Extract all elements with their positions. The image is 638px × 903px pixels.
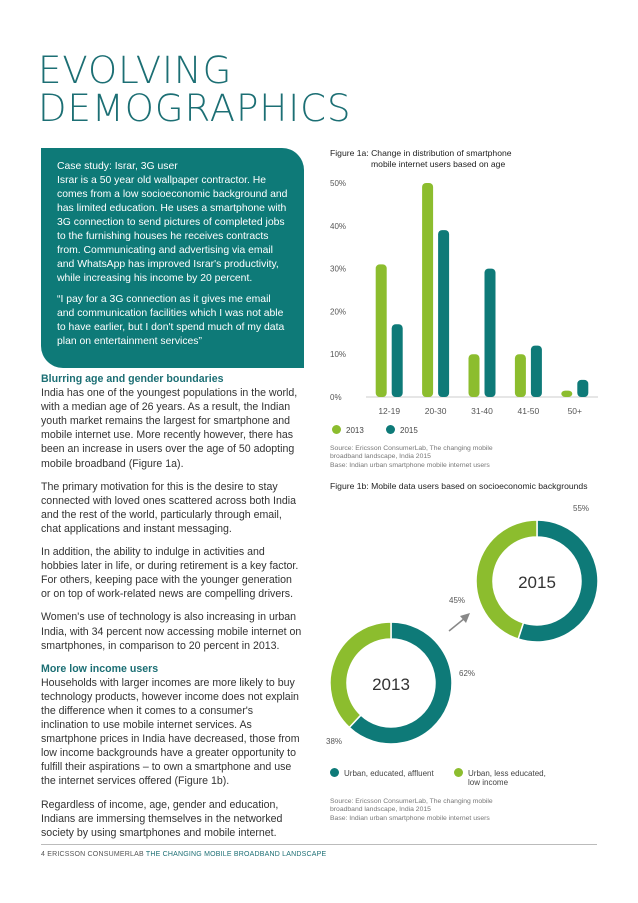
y-tick-label: 30%	[330, 264, 347, 274]
x-tick-label: 20-30	[424, 406, 447, 416]
bar-2015-50+	[577, 380, 588, 397]
donut-2013	[330, 622, 452, 744]
figure-1a-title-line2: mobile internet users based on age	[371, 159, 506, 169]
legend-swatch-2013	[332, 425, 341, 434]
figure-1b-donut-chart	[318, 500, 608, 755]
donut-label-2015-55: 55%	[573, 504, 590, 513]
legend-label-low-income-2: low income	[468, 778, 509, 787]
paragraph: The primary motivation for this is the desire to stay connected with loved ones scattered across both India and the rest of the world, particularly through email, chat applications and instant messaging.	[41, 480, 296, 535]
donut-2015	[476, 520, 598, 642]
legend-swatch-2015	[386, 425, 395, 434]
y-tick-label: 50%	[330, 179, 347, 188]
section-heading-age: Blurring age and gender boundaries	[41, 373, 224, 385]
case-study-heading: Case study: Israr, 3G user	[57, 161, 178, 172]
source-line: Base: Indian urban smartphone mobile internet users	[330, 814, 490, 822]
bar-2013-12-19	[376, 264, 387, 397]
figure-1a-title	[330, 148, 512, 170]
x-tick-label: 50+	[567, 406, 583, 416]
legend-item-low-income	[454, 768, 546, 787]
y-tick-label: 40%	[330, 221, 347, 231]
figure-1a-bar-chart	[330, 172, 600, 422]
figure-1a-title-line1: Figure 1a: Change in distribution of smartphone	[330, 148, 512, 158]
footer-report-title: THE CHANGING MOBILE BROADBAND LANDSCAPE	[145, 851, 327, 858]
case-study-body: Israr is a 50 year old wallpaper contractor. He comes from a low socioeconomic background and has limited education. He uses a smartphone with 3G connection to send pictures of completed jobs to the furnishing houses he receives contracts from. Communicating and advertising via email and WhatsApp has improved Israr's productivity, while increasing his income by 20 percent.	[57, 175, 288, 284]
x-tick-label: 31-40	[471, 406, 493, 416]
figure-1a-source	[330, 445, 493, 470]
figure-1a-legend	[332, 425, 418, 435]
paragraph: Households with larger incomes are more likely to buy technology products, however income does not explain the difference when it comes to a consumer's inclination to use mobile internet services. As smartphone prices in India have decreased, those from low income backgrounds have a greater opportunity to fulfill their aspirations – to own a smartphone and use the internet services offered (Figure 1b).	[41, 676, 300, 788]
paragraph: Women's use of technology is also increasing in urban India, with 34 percent now accessing mobile internet on smartphones, in comparison to 20 percent in 2013.	[41, 611, 302, 652]
donut-center-label: 2015	[518, 573, 556, 592]
legend-item-2013	[332, 426, 364, 435]
page-footer	[41, 844, 597, 858]
donut-label-2015-45: 45%	[449, 596, 466, 605]
figure-1b-source	[330, 798, 493, 823]
figure-1b-title: Figure 1b: Mobile data users based on socioeconomic backgrounds	[330, 481, 588, 491]
x-tick-label: 12-19	[378, 406, 401, 416]
bar-2013-20-30	[422, 183, 433, 397]
legend-swatch-affluent	[330, 768, 339, 777]
source-line: broadband landscape, India 2015	[330, 806, 431, 814]
bar-2013-41-50	[515, 354, 526, 397]
section-heading-income: More low income users	[41, 662, 159, 675]
page-title-line1: EVOLVING	[38, 49, 233, 92]
bar-2015-12-19	[392, 324, 403, 397]
source-line: broadband landscape, India 2015	[330, 453, 431, 461]
bar-2013-31-40	[469, 354, 480, 397]
page-title-line2: DEMOGRAPHICS	[38, 87, 352, 130]
footer-brand: ERICSSON CONSUMERLAB	[47, 851, 144, 858]
paragraph: India has one of the youngest populations in the world, with a median age of 26 years. As a result, the Indian youth market remains the largest for smartphone and mobile internet use. More recently however, there has been an increase in users over the age of 50 adopting mobile broadband (Figure 1a).	[41, 387, 298, 470]
legend-label-2013: 2013	[346, 426, 364, 435]
donut-label-2013-62: 62%	[459, 669, 476, 678]
trend-arrow	[449, 613, 470, 631]
y-tick-label: 20%	[330, 307, 347, 317]
x-tick-label: 41-50	[517, 406, 540, 416]
legend-label-affluent: Urban, educated, affluent	[344, 769, 434, 778]
arrow-shaft	[449, 618, 465, 631]
page-title	[38, 49, 352, 130]
article-body	[41, 372, 303, 849]
source-line: Source: Ericsson ConsumerLab, The changing mobile	[330, 798, 493, 805]
bar-2015-31-40	[485, 269, 496, 397]
y-tick-label: 0%	[330, 393, 342, 402]
page-number: 4	[41, 851, 46, 858]
donut-label-2013-38: 38%	[326, 737, 343, 746]
case-study-quote: “I pay for a 3G connection as it gives me email and communication facilities which I was not able to have earlier, but I don't spend much of my data plan on entertainment services”	[57, 294, 285, 347]
paragraph: Regardless of income, age, gender and education, Indians are immersing themselves in the networked society by using smartphones and mobile internet.	[41, 798, 283, 839]
donut-center-label: 2013	[372, 675, 410, 694]
bar-2015-20-30	[438, 230, 449, 397]
legend-label-low-income: Urban, less educated,	[468, 769, 546, 778]
bar-2015-41-50	[531, 346, 542, 397]
paragraph: In addition, the ability to indulge in activities and hobbies later in life, or during retirement is a key factor. For others, keeping pace with the younger generation or on top of work-related news are compelling drivers.	[41, 546, 299, 601]
legend-item-affluent	[330, 768, 434, 778]
legend-item-2015	[386, 426, 418, 435]
legend-swatch-low-income	[454, 768, 463, 777]
case-study-box	[41, 148, 304, 368]
source-line: Base: Indian urban smartphone mobile internet users	[330, 461, 490, 469]
bar-2013-50+	[561, 391, 572, 397]
y-tick-label: 10%	[330, 350, 347, 360]
legend-label-2015: 2015	[400, 426, 418, 435]
source-line: Source: Ericsson ConsumerLab, The changing mobile	[330, 445, 493, 452]
